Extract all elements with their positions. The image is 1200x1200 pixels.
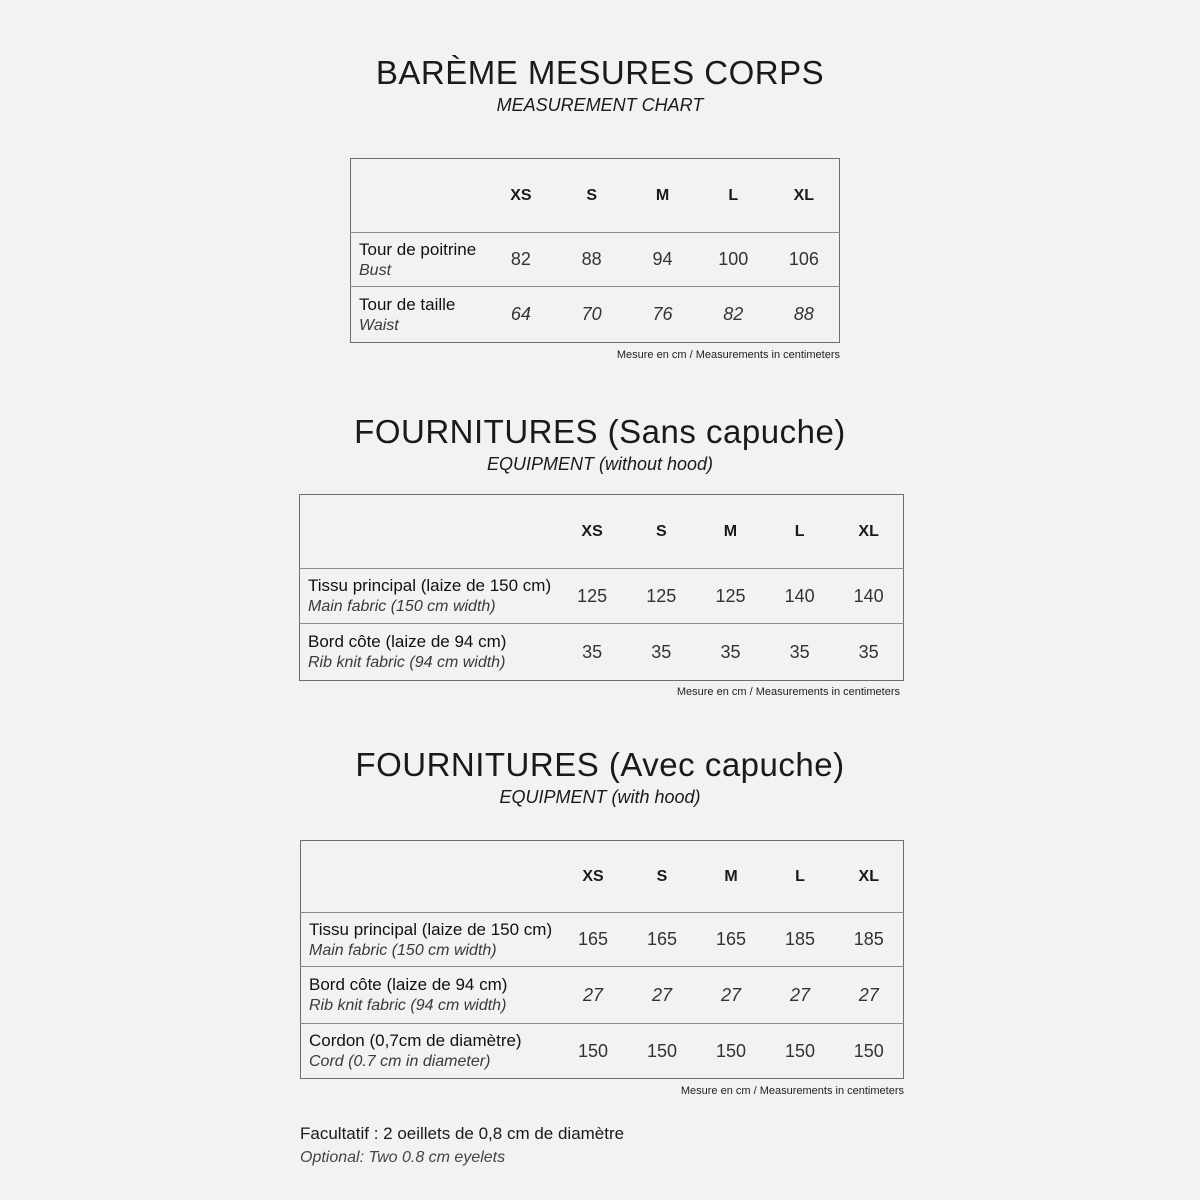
cell-value: 140 bbox=[784, 585, 815, 606]
cell-value: 27 bbox=[651, 984, 673, 1005]
cell-value: 27 bbox=[582, 984, 604, 1005]
row-label bbox=[301, 913, 559, 967]
cell-value: 125 bbox=[646, 585, 677, 606]
optional-note-fr: Facultatif : 2 oeillets de 0,8 cm de diamètre bbox=[300, 1124, 625, 1143]
cell-value: 100 bbox=[718, 249, 749, 269]
size-header-xs: XS bbox=[510, 186, 532, 204]
cell-value: 150 bbox=[784, 1040, 816, 1061]
optional-note-en: Optional: Two 0.8 cm eyelets bbox=[300, 1149, 506, 1166]
cell-value: 82 bbox=[510, 249, 531, 269]
measurement-chart-subtitle: MEASUREMENT CHART bbox=[496, 95, 704, 115]
cell-value: 165 bbox=[646, 929, 678, 949]
table-row bbox=[351, 233, 840, 287]
size-header-l: L bbox=[795, 867, 805, 885]
row-label-fr: Bord côte (laize de 94 cm) bbox=[309, 975, 508, 994]
size-header-m: M bbox=[724, 867, 738, 885]
cell-value: 35 bbox=[651, 641, 672, 662]
size-header-xs: XS bbox=[582, 867, 604, 885]
equipment-with-hood-title: FOURNITURES (Avec capuche) bbox=[355, 746, 845, 783]
equipment-with-hood-table bbox=[300, 840, 904, 1079]
size-header-s: S bbox=[586, 186, 598, 204]
row-label bbox=[300, 569, 558, 624]
size-header-xl: XL bbox=[793, 186, 815, 204]
size-header-xl: XL bbox=[858, 867, 879, 885]
size-header-s: S bbox=[655, 522, 667, 540]
size-header-xs: XS bbox=[581, 522, 603, 540]
measurement-table bbox=[350, 158, 840, 343]
table-row bbox=[300, 624, 904, 681]
row-label-en: Waist bbox=[359, 316, 399, 334]
row-label-fr: Tissu principal (laize de 150 cm) bbox=[308, 576, 552, 595]
cell-value: 185 bbox=[853, 929, 884, 949]
equipment-no-hood-title: FOURNITURES (Sans capuche) bbox=[354, 413, 846, 450]
cell-value: 64 bbox=[510, 304, 531, 324]
cell-value: 150 bbox=[646, 1040, 678, 1061]
cell-value: 27 bbox=[789, 984, 811, 1005]
row-label-en: Bust bbox=[359, 261, 392, 279]
header-empty bbox=[301, 841, 559, 913]
row-label-en: Cord (0.7 cm in diameter) bbox=[309, 1053, 491, 1070]
header-empty bbox=[351, 159, 486, 233]
row-label bbox=[301, 967, 559, 1024]
equipment-no-hood-table bbox=[299, 494, 904, 681]
cell-value: 150 bbox=[715, 1040, 747, 1061]
cell-value: 150 bbox=[853, 1040, 884, 1061]
cell-value: 106 bbox=[788, 249, 819, 269]
units-note: Mesure en cm / Measurements in centimeters bbox=[680, 1085, 904, 1097]
cell-value: 35 bbox=[720, 641, 741, 662]
cell-value: 88 bbox=[581, 249, 602, 269]
row-label bbox=[300, 624, 558, 681]
cell-value: 35 bbox=[582, 641, 603, 662]
table-row bbox=[301, 1024, 904, 1079]
size-header-l: L bbox=[728, 186, 739, 204]
row-label-fr: Cordon (0,7cm de diamètre) bbox=[309, 1031, 522, 1050]
cell-value: 82 bbox=[723, 304, 744, 324]
table-row bbox=[301, 967, 904, 1024]
row-label-fr: Tissu principal (laize de 150 cm) bbox=[309, 919, 553, 939]
cell-value: 76 bbox=[652, 304, 673, 324]
equipment-with-hood-subtitle: EQUIPMENT (with hood) bbox=[499, 787, 701, 807]
cell-value: 165 bbox=[715, 929, 747, 949]
row-label bbox=[351, 287, 486, 343]
cell-value: 140 bbox=[853, 585, 884, 606]
row-label bbox=[301, 1024, 559, 1079]
cell-value: 35 bbox=[858, 641, 879, 662]
cell-value: 27 bbox=[858, 984, 879, 1005]
table-row bbox=[301, 913, 904, 967]
units-note: Mesure en cm / Measurements in centimeters bbox=[616, 349, 840, 361]
cell-value: 185 bbox=[784, 929, 816, 949]
size-header-m: M bbox=[723, 522, 738, 540]
measurement-chart-title: BARÈME MESURES CORPS bbox=[375, 54, 825, 91]
table-row bbox=[351, 287, 840, 343]
size-header-m: M bbox=[655, 186, 670, 204]
row-label-fr: Tour de taille bbox=[359, 294, 456, 314]
row-label-en: Rib knit fabric (94 cm width) bbox=[309, 997, 507, 1014]
cell-value: 94 bbox=[652, 249, 673, 269]
size-header-xl: XL bbox=[858, 522, 879, 540]
cell-value: 165 bbox=[577, 929, 609, 949]
equipment-no-hood-subtitle: EQUIPMENT (without hood) bbox=[486, 454, 714, 474]
cell-value: 125 bbox=[577, 585, 608, 606]
row-label-en: Main fabric (150 cm width) bbox=[308, 598, 496, 615]
cell-value: 150 bbox=[577, 1040, 609, 1061]
row-label-en: Rib knit fabric (94 cm width) bbox=[308, 654, 506, 671]
units-note: Mesure en cm / Measurements in centimeters bbox=[676, 686, 900, 698]
size-header-s: S bbox=[656, 867, 668, 885]
cell-value: 27 bbox=[720, 984, 742, 1005]
row-label-en: Main fabric (150 cm width) bbox=[309, 941, 497, 959]
row-label bbox=[351, 233, 486, 287]
row-label-fr: Tour de poitrine bbox=[359, 239, 477, 259]
cell-value: 70 bbox=[581, 304, 602, 324]
cell-value: 35 bbox=[789, 641, 810, 662]
row-label-fr: Bord côte (laize de 94 cm) bbox=[308, 632, 507, 651]
table-row bbox=[300, 569, 904, 624]
header-empty bbox=[300, 495, 558, 569]
cell-value: 88 bbox=[793, 304, 814, 324]
cell-value: 125 bbox=[715, 585, 746, 606]
size-header-l: L bbox=[794, 522, 805, 540]
